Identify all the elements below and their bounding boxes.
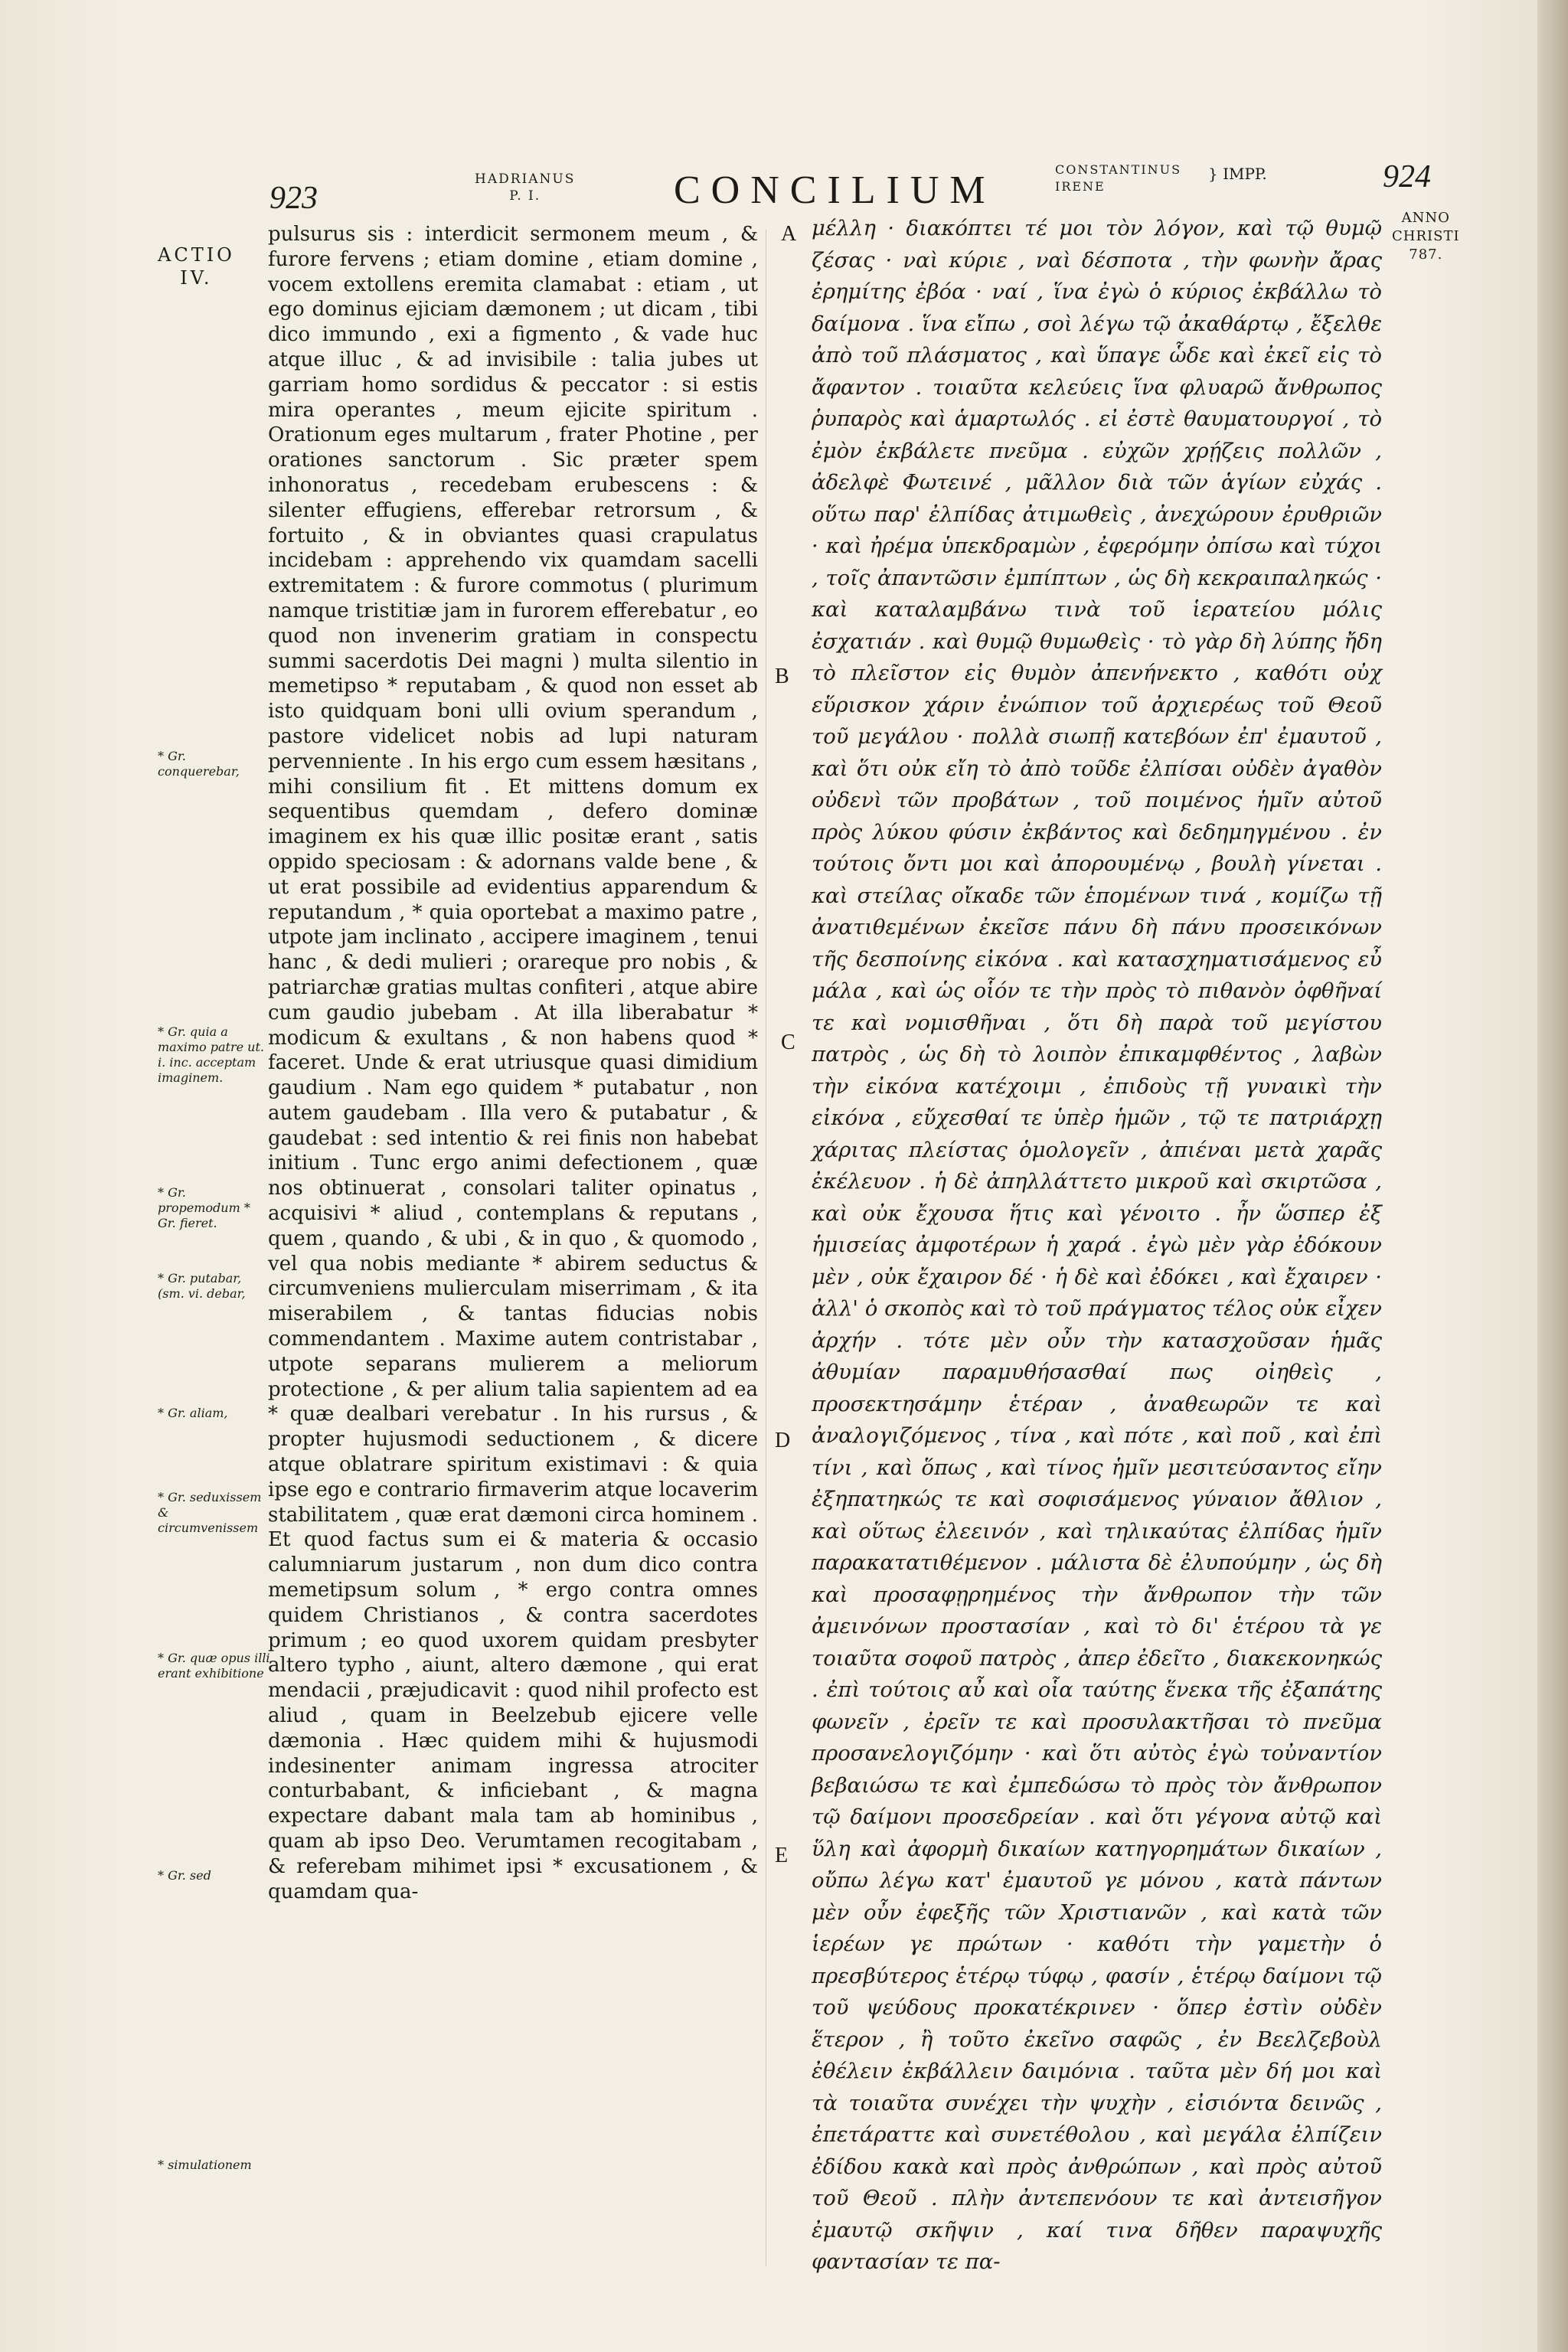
header-emperors [1055,162,1181,195]
section-letter-c: C [781,1031,795,1054]
margin-note: * Gr. quia a maximo patre ut. i. inc. acceptam imaginem. [158,1024,264,1085]
section-letter-e: E [775,1844,789,1867]
christi-label: CHRISTI [1392,228,1460,244]
header-hadrianus-name: HADRIANUS [475,172,576,187]
margin-note: * simulationem [158,2158,252,2172]
header-constantinus: CONSTANTINUS [1055,162,1182,177]
margin-note: * Gr. aliam, [158,1406,228,1420]
section-letter-d: D [775,1429,791,1452]
header-title: CONCILIUM [674,168,996,212]
header-hadrianus-sub: P. I. [509,188,541,204]
margin-note: * Gr. propemodum * Gr. fieret. [158,1185,250,1230]
margin-note: * Gr. putabar, (sm. vi. debar, [158,1271,246,1301]
section-letter-b: B [775,665,789,688]
page-number-right: 924 [1383,159,1431,194]
anno-label: ANNO [1401,210,1450,226]
actio-word: ACTIO [158,244,235,266]
header-hadrianus [475,171,575,204]
margin-note: * Gr. sed [158,1868,211,1883]
anno-christi [1392,209,1460,264]
margin-note: * Gr. seduxissem & circumvenissem [158,1490,262,1535]
latin-text: pulsurus sis : interdicit sermonem meum , & furore fervens ; etiam domine , etiam domine , vocem extollens eremita clamabat : etiam , ut ego dominus ejiciam dæmonem ; ut dicam , tibi dico immundo , exi a figmento , & vade huc atque illuc , & ad invisibile : talia jubes ut garriam homo sordidus & peccator : si estis mira operantes , meum ejicite spiritum . Orationum eges multarum , frater Photine , per orationes sanctorum . Sic præter spem inhonoratus , recedebam erubescens : & silenter effugiens, efferebar retrorsum , & fortuito , & in obviantes quasi crapulatus incidebam : apprehendo vix quamdam sacelli extremitatem : & furore commotus ( plurimum namque tristitiæ jam in furorem efferebatur , eo quod non invenerim gratiam in conspectu summi sacerdotis Dei magni ) multa silentio in memetipso * reputabam , & quod non esset ab isto quidquam boni ulli ovium sperandum , pastore videlicet nobis ad lupi naturam pervenniente . In his ergo cum essem hæsitans , mihi consilium fit . Et mittens domum ex sequentibus quemdam , defero dominæ imaginem ex his quæ illic positæ erant , satis oppido speciosam : & adornans valde bene , & ut erat possibile ad evidentius apparendum & reputandum , * quia oportebat a maximo patre , utpote jam inclinato , accipere imaginem , tenui hanc , & dedi mulieri ; orareque pro nobis , & patriarchæ gratias multas confiteri , atque abire cum gaudio jubebam . At illa liberabatur * modicum & exultans , & non habens quod * faceret. Unde & erat utriusque quasi dimidium gaudium . Nam ego quidem * putabatur , non autem gaudebam . Illa vero & putabatur , & gaudebat : sed intentio & rei finis non habebat initium . Tunc ergo animi defectionem , quæ nos obtinuerat , consolari taliter opinatus , acquisivi * aliud , contemplans & reputans , quem , quando , & ubi , & in quo , & quomodo , vel qua nobis mediante * abirem seductus & circumveniens mulierculam miserrimam , & ita miserabilem , & tantas fiducias nobis commendantem . Maxime autem contristabar , utpote separans mulierem a meliorum protectione , & per alium talia sapientem ad ea * quæ dealbari verebatur . In his rursus , & propter hujusmodi seductionem , & dicere atque oblatrare spiritum existimavi : & quia ipse ego e contrario firmaverim atque locaverim stabilitatem , quæ erat dæmoni circa hominem . Et quod factus sum ei & materia & occasio calumniarum justarum , non dum dico contra memetipsum solum , * ergo contra omnes quidem Christianos , & contra sacerdotes primum ; eo quod uxorem quidam presbyter altero typho , aiunt, altero dæmone , qui erat mendacii , præjudicavit : quod nihil profecto est aliud , quam in Beelzebub ejicere velle dæmonia . Hæc quidem mihi & hujusmodi indesinenter animam ingressa atrociter conturbabant, & inficiebant , & magna expectare dabant mala tam ab hominibus , quam ab ipso Deo. Verumtamen recogitabam , & referebam mihimet ipsi * excusationem , & quamdam qua- [268,223,758,1903]
book-binding-edge [1537,0,1568,2352]
header-irene: IRENE [1055,179,1106,194]
actio-number: IV. [180,267,213,289]
header-impp: } IMPP. [1208,165,1267,183]
actio-label [158,243,235,289]
year-label: 787. [1409,247,1443,263]
latin-column [268,222,758,1904]
page-number-left: 923 [270,181,318,216]
greek-column [812,213,1382,2278]
greek-text: μέλλη · διακόπτει τέ μοι τὸν λόγον, καὶ τῷ θυμῷ ζέσας · ναὶ κύριε , ναὶ δέσποτα , τὴν φωνὴν ἄρας ἐρημίτης ἐβόα · ναί , ἵνα ἐγὼ ὁ κύριος ἐκβάλλω τὸ δαίμονα . ἵνα εἴπω , σοὶ λέγω τῷ ἀκαθάρτῳ , ἔξελθε ἀπὸ τοῦ πλάσματος , καὶ ὕπαγε ὧδε καὶ ἐκεῖ εἰς τὸ ἄφαντον . τοιαῦτα κελεύεις ἵνα φλυαρῶ ἄνθρωπος ῥυπαρὸς καὶ ἁμαρτωλός . εἰ ἐστὲ θαυματουργοί , τὸ ἐμὸν ἐκβάλετε πνεῦμα . εὐχῶν χρῄζεις πολλῶν , ἀδελφὲ Φωτεινέ , μᾶλλον διὰ τῶν ἁγίων εὐχάς . οὕτω παρ' ἐλπίδας ἀτιμωθεὶς , ἀνεχώρουν ἐρυθριῶν · καὶ ἠρέμα ὑπεκδραμὼν , ἐφερόμην ὀπίσω καὶ τύχοι , τοῖς ἀπαντῶσιν ἐμπίπτων , ὡς δὴ κεκραιπαληκώς · καὶ καταλαμβάνω τινὰ τοῦ ἱερατείου μόλις ἐσχατιάν . καὶ θυμῷ θυμωθεὶς · τὸ γὰρ δὴ λύπης ἤδη τὸ πλεῖστον εἰς θυμὸν ἀπενήνεκτο , καθότι οὐχ εὕρισκον χάριν ἐνώπιον τοῦ ἀρχιερέως τοῦ Θεοῦ τοῦ μεγάλου · πολλὰ σιωπῇ κατεβόων ἐπ' ἐμαυτοῦ , καὶ ὅτι οὐκ εἴη τὸ ἀπὸ τοῦδε ἐλπίσαι οὐδὲν ἀγαθὸν οὐδενὶ τῶν προβάτων , τοῦ ποιμένος ἡμῖν αὐτοῦ πρὸς λύκου φύσιν ἐκβάντος καὶ δεδημηγμένου . ἐν τούτοις ὄντι μοι καὶ ἀπορουμένῳ , βουλὴ γίνεται . καὶ στείλας οἴκαδε τῶν ἑπομένων τινά , κομίζω τῇ ἀνατιθεμένων ἐκεῖσε πάνυ δὴ πάνυ προσεικόνων τῆς δεσποίνης εἰκόνα . καὶ κατασχηματισάμενος εὖ μάλα , καὶ ὡς οἷόν τε τὴν πρὸς τὸ πιθανὸν ὀφθῆναί τε καὶ νομισθῆναι , ὅτι δὴ παρὰ τοῦ μεγίστου πατρὸς , ὡς δὴ τὸ λοιπὸν ἐπικαμφθέντος , λαβὼν τὴν εἰκόνα κατέχοιμι , ἐπιδοὺς τῇ γυναικὶ τὴν εἰκόνα , εὔχεσθαί τε ὑπὲρ ἡμῶν , τῷ τε πατριάρχῃ χάριτας πλείστας ὁμολογεῖν , ἀπιέναι μετὰ χαρᾶς ἐκέλευον . ἡ δὲ ἀπηλλάττετο μικροῦ καὶ σκιρτῶσα , καὶ οὐκ ἔχουσα ἥτις καὶ γένοιτο . ἦν ὥσπερ ἐξ ἡμισείας ἀμφοτέρων ἡ χαρά . ἐγὼ μὲν γὰρ ἐδόκουν μὲν , οὐκ ἔχαιρον δέ · ἡ δὲ καὶ ἐδόκει , καὶ ἔχαιρεν · ἀλλ' ὁ σκοπὸς καὶ τὸ τοῦ πράγματος τέλος οὐκ εἶχεν ἀρχήν . τότε μὲν οὖν τὴν κατασχοῦσαν ἡμᾶς ἀθυμίαν παραμυθήσασθαί πως οἰηθεὶς , προσεκτησάμην ἑτέραν , ἀναθεωρῶν τε καὶ ἀναλογιζόμενος , τίνα , καὶ πότε , καὶ ποῦ , καὶ ἐπὶ τίνι , καὶ ὅπως , καὶ τίνος ἡμῖν μεσιτεύσαντος εἴην ἐξηπατηκώς τε καὶ σοφισάμενος γύναιον ἄθλιον , καὶ οὕτως ἐλεεινόν , καὶ τηλικαύτας ἐλπίδας ἡμῖν παρακατατιθέμενον . μάλιστα δὲ ἐλυπούμην , ὡς δὴ καὶ προσαφῃρημένος τὴν ἄνθρωπον τὴν τῶν ἀμεινόνων προστασίαν , καὶ τὸ δι' ἑτέρου τὰ γε τοιαῦτα σοφοῦ πατρὸς , ἀπερ ἐδεῖτο , διακεκονηκώς . ἐπὶ τούτοις αὖ καὶ οἷα ταύτης ἕνεκα τῆς ἐξαπάτης φωνεῖν , ἐρεῖν τε καὶ προσυλακτῆσαι τὸ πνεῦμα προσανελογιζόμην · καὶ ὅτι αὐτὸς ἐγὼ τοὐναντίον βεβαιώσω τε καὶ ἐμπεδώσω τὸ πρὸς τὸν ἄνθρωπον τῷ δαίμονι προσεδρείαν . καὶ ὅτι γέγονα αὐτῷ καὶ ὕλη καὶ ἀφορμὴ δικαίων κατηγορημάτων δικαίων , οὔπω λέγω κατ' ἐμαυτοῦ γε μόνου , κατὰ πάντων μὲν οὖν ἐφεξῆς τῶν Χριστιανῶν , καὶ κατὰ τῶν ἱερέων γε πρώτων · καθότι τὴν γαμετὴν ὁ πρεσβύτερος ἑτέρῳ τύφῳ , φασίν , ἑτέρῳ δαίμονι τῷ τοῦ ψεύδους προκατέκρινεν · ὅπερ ἐστὶν οὐδὲν ἕτερον , ἢ τοῦτο ἐκεῖνο σαφῶς , ἐν Βεελζεβοὺλ ἐθέλειν ἐκβάλλειν δαιμόνια . ταῦτα μὲν δή μοι καὶ τὰ τοιαῦτα συνέχει τὴν ψυχὴν , εἰσιόντα δεινῶς , ἐπετάραττε καὶ συνετέθολου , καὶ μεγάλα ἐλπίζειν ἐδίδου κακὰ καὶ πρὸς ἀνθρώπων , καὶ πρὸς αὐτοῦ τοῦ Θεοῦ . πλὴν ἀντεπενόουν τε καὶ ἀντεισῆγον ἐμαυτῷ σκῆψιν , καί τινα δῆθεν παραψυχῆς φαντασίαν τε πα- [812,216,1382,2274]
margin-note: * Gr. conquerebar, [158,749,240,779]
section-letter-a: A [781,222,797,246]
margin-note: * Gr. quæ opus illi erant exhibitione [158,1651,270,1681]
